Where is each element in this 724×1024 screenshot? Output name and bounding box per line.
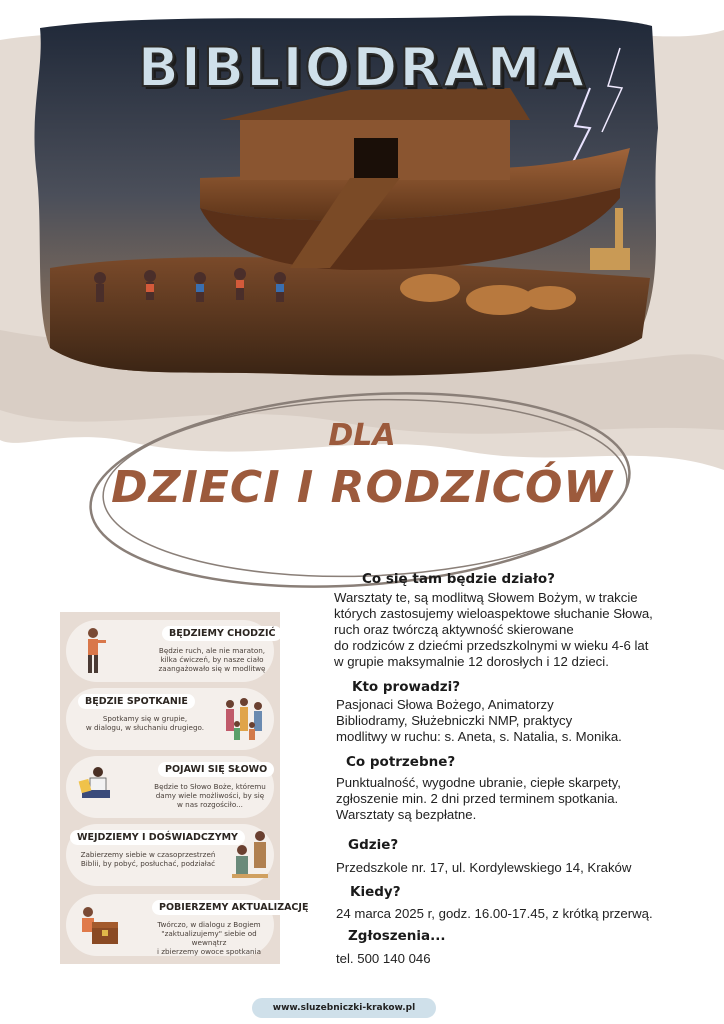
question-who: Kto prowadzi? [352, 679, 461, 695]
step-title: WEJDZIEMY I DOŚWIADCZYMY [70, 830, 245, 845]
step-item-word [66, 756, 274, 818]
answer-when: 24 marca 2025 r, godz. 16.00-17.45, z krótką przerwą. [336, 906, 653, 921]
group-of-people-icon [222, 694, 270, 748]
step-description: Spotkamy się w grupie, w dialogu, w słuchaniu drugiego. [85, 714, 205, 732]
steps-card [60, 612, 309, 964]
step-item-meeting [66, 688, 274, 750]
subtitle-dla: DLA [328, 418, 396, 453]
step-description: Będzie ruch, ale nie maraton, kilka ćwiczeń, by nasze ciało zaangażowało się w modlitwę [158, 646, 266, 673]
reading-person-icon [76, 762, 116, 816]
step-description: Zabierzemy siebie w czasoprzestrzeń Biblii, by pobyć, posłuchać, podziałać [80, 850, 216, 868]
question-registration: Zgłoszenia... [348, 928, 446, 944]
answer-needed: Punktualność, wygodne ubranie, ciepłe skarpety, zgłoszenie min. 2 dni przed terminem spotkania. Warsztaty są bezpłatne. [336, 775, 621, 822]
answer-who: Pasjonaci Słowa Bożego, Animatorzy Bibliodramy, Służebniczki NMP, praktycy modlitwy w ruchu: s. Aneta, s. Natalia, s. Monika. [336, 697, 622, 744]
question-needed: Co potrzebne? [346, 754, 456, 770]
answer-what: Warsztaty te, są modlitwą Słowem Bożym, w trakcie których zastosujemy wieloaspektowe słuchanie Słowa, ruch oraz twórczą aktywność skierowane do rodziców z dziećmi przedszkolnymi w wieku 4-6 lat w grupie maksymalnie 12 dorosłych i 12 dzieci. [334, 590, 653, 669]
step-item-experience [66, 824, 274, 886]
answer-where: Przedszkole nr. 17, ul. Kordylewskiego 14, Kraków [336, 860, 632, 875]
step-title: POJAWI SIĘ SŁOWO [158, 762, 274, 777]
question-where: Gdzie? [348, 837, 399, 853]
website-link[interactable]: www.sluzebniczki-krakow.pl [252, 998, 436, 1018]
step-title: BĘDZIE SPOTKANIE [78, 694, 195, 709]
step-description: Będzie to Słowo Boże, któremu damy wiele możliwości, by się w nas rozgościło... [154, 782, 266, 809]
step-item-walk [66, 620, 274, 682]
step-description: Twórczo, w dialogu z Bogiem "zaktualizujemy" siebie od wewnątrz i zbierzemy owoce spotkania [157, 920, 261, 956]
treasure-chest-icon [74, 900, 122, 954]
question-when: Kiedy? [350, 884, 401, 900]
answer-registration: tel. 500 140 046 [336, 951, 431, 966]
question-what: Co się tam będzie działo? [362, 571, 555, 587]
step-item-update [66, 894, 309, 956]
walking-person-icon [78, 626, 108, 680]
subtitle-audience: DZIECI I RODZICÓW [111, 462, 613, 513]
page-title: BIBLIODRAMA [137, 36, 587, 99]
biblical-figures-icon [228, 828, 272, 886]
step-title: POBIERZEMY AKTUALIZACJĘ [152, 900, 315, 915]
step-title: BĘDZIEMY CHODZIĆ [162, 626, 282, 641]
